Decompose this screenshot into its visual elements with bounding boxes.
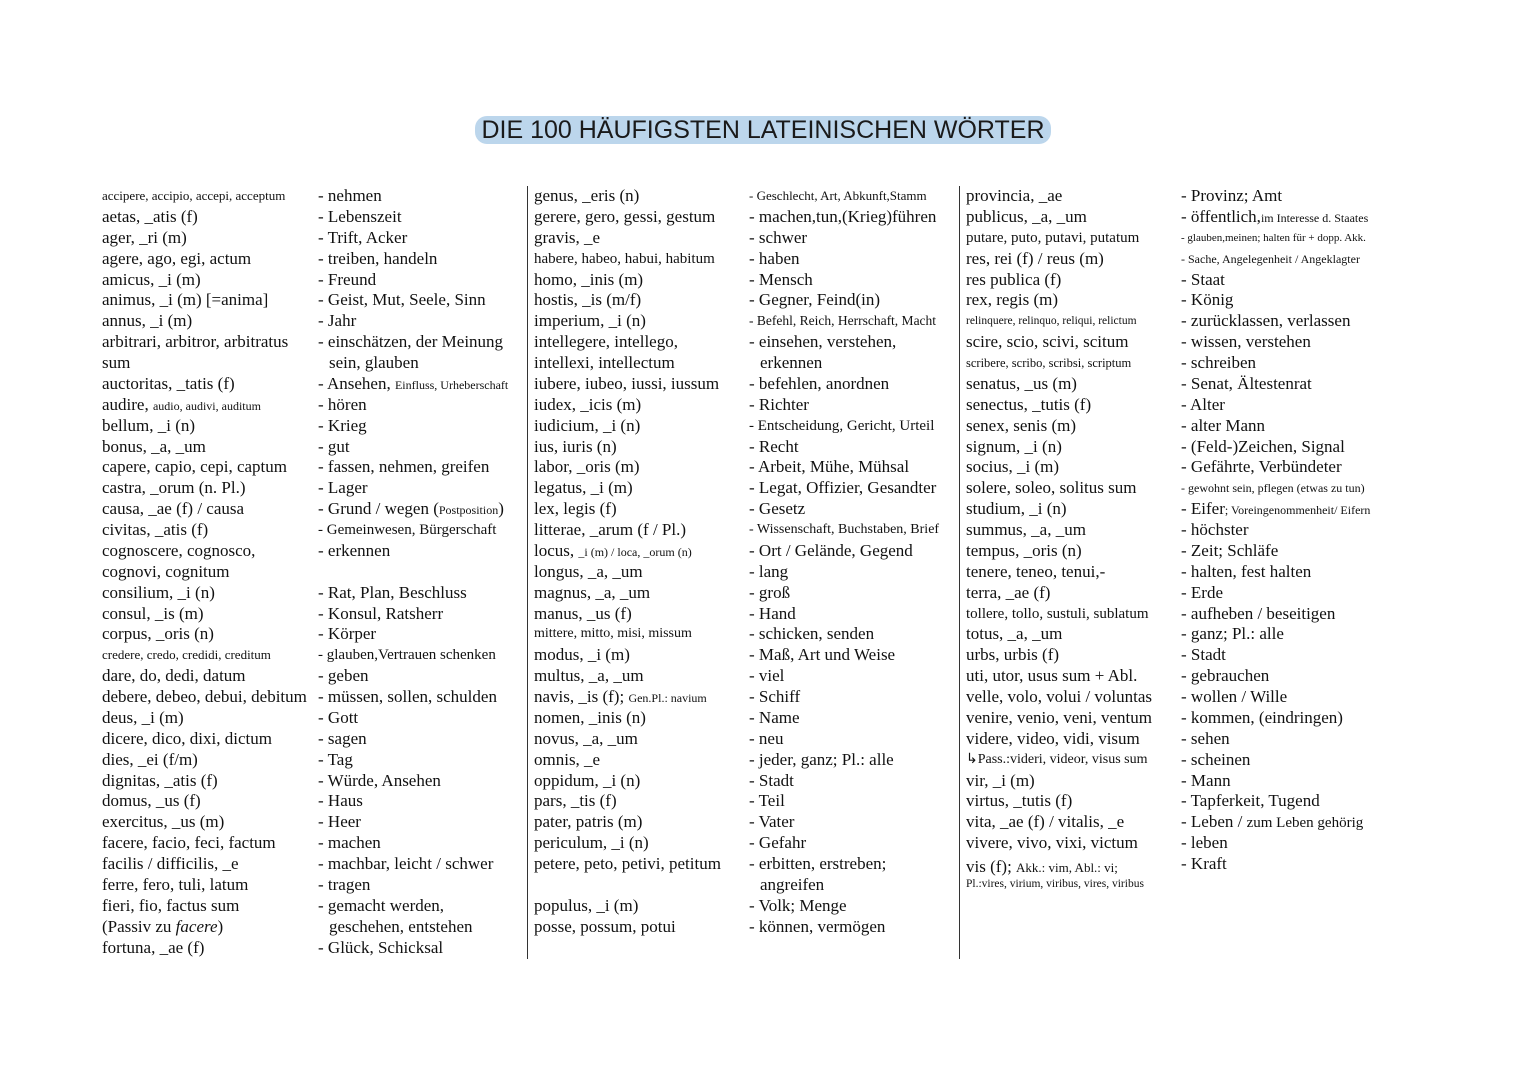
german-meaning: - höchster	[1181, 520, 1249, 539]
german-meaning: angreifen	[760, 874, 825, 894]
latin-word: totus, _a, _um	[966, 624, 1063, 644]
german-meaning: - Rat, Plan, Beschluss	[318, 582, 467, 602]
latin-column-1	[102, 186, 307, 958]
latin-word: facilis / difficilis, _e	[102, 854, 239, 873]
latin-word: multus, _a, _um	[534, 666, 644, 686]
column-divider	[959, 186, 960, 959]
latin-word: periculum, _i (n)	[534, 833, 649, 853]
german-meaning: - Alter	[1181, 394, 1225, 414]
german-meaning: - Gemeinwesen, Bürgerschaft	[318, 522, 497, 538]
latin-word: manus, _us (f)	[534, 603, 632, 623]
german-meaning-close: )	[498, 499, 504, 519]
german-column-2	[749, 186, 939, 938]
german-meaning: - befehlen, anordnen	[749, 373, 890, 393]
german-meaning: - Glück, Schicksal	[318, 937, 444, 957]
german-meaning: - schreiben	[1181, 353, 1257, 372]
latin-word: genus, _eris (n)	[534, 186, 640, 205]
german-meaning: - Geschlecht, Art, Abkunft,Stamm	[749, 188, 927, 203]
german-meaning: - machen	[318, 833, 381, 853]
german-meaning-main: - öffentlich,	[1181, 206, 1261, 226]
german-meaning-small: Einfluss, Urheberschaft	[394, 377, 509, 392]
german-meaning: - Staat	[1181, 269, 1225, 289]
german-meaning: - Sache, Angelegenheit / Angeklagter	[1181, 251, 1360, 266]
latin-word: novus, _a, _um	[534, 728, 638, 748]
latin-column-3	[966, 186, 1152, 892]
german-meaning: - halten, fest halten	[1181, 561, 1312, 581]
german-meaning-main: - Ansehen,	[318, 373, 395, 393]
german-meaning: - sagen	[318, 728, 367, 748]
german-meaning	[1181, 207, 1370, 228]
german-meaning: - müssen, sollen, schulden	[318, 687, 497, 706]
german-meaning: - Geist, Mut, Seele, Sinn	[318, 290, 486, 310]
german-meaning: - glauben,meinen; halten für + dopp. Akk.	[1181, 231, 1366, 244]
latin-word: dare, do, dedi, datum	[102, 666, 246, 686]
latin-word: annus, _i (m)	[102, 311, 193, 331]
german-meaning: - Stadt	[1181, 645, 1226, 665]
latin-word: agere, ago, egi, actum	[102, 248, 252, 268]
german-meaning: - Gefahr	[749, 833, 807, 853]
german-meaning: - jeder, ganz; Pl.: alle	[749, 749, 894, 769]
latin-word: arbitrari, arbitror, arbitratus	[102, 332, 289, 352]
latin-word: velle, volo, volui / voluntas	[966, 687, 1153, 706]
german-meaning: - wollen / Wille	[1181, 687, 1288, 706]
german-meaning: - Maß, Art und Weise	[749, 645, 896, 665]
latin-word: corpus, _oris (n)	[102, 624, 214, 644]
title-highlight: DIE 100 HÄUFIGSTEN LATEINISCHEN WÖRTER	[475, 116, 1050, 144]
german-meaning: - Senat, Ältestenrat	[1181, 373, 1312, 393]
german-meaning: - Volk; Menge	[749, 895, 847, 915]
german-meaning: - Ort / Gelände, Gegend	[749, 540, 913, 560]
latin-word: credere, credo, credidi, creditum	[102, 647, 271, 663]
german-meaning: - Entscheidung, Gericht, Urteil	[749, 417, 935, 434]
german-meaning: - Gesetz	[749, 499, 806, 519]
latin-word: facere, facio, feci, factum	[102, 833, 276, 853]
german-meaning: - gebrauchen	[1181, 666, 1270, 686]
german-meaning: - Mann	[1181, 770, 1231, 790]
latin-word-small: audio, audivi, auditum	[152, 398, 261, 413]
latin-word: longus, _a, _um	[534, 561, 643, 581]
latin-word: iubere, iubeo, iussi, iussum	[534, 373, 720, 393]
latin-word: Pl.:vires, virium, viribus, vires, viribus	[966, 878, 1144, 890]
latin-word: tempus, _oris (n)	[966, 540, 1082, 560]
latin-word: ferre, fero, tuli, latum	[102, 874, 249, 894]
german-meaning: - neu	[749, 728, 784, 748]
latin-word: intellexi, intellectum	[534, 353, 675, 372]
latin-word: senex, senis (m)	[966, 415, 1077, 435]
latin-word: bellum, _i (n)	[102, 415, 196, 435]
latin-word: lex, legis (f)	[534, 499, 617, 519]
german-meaning: - Haus	[318, 791, 363, 811]
latin-word: relinquere, relinquo, reliqui, relictum	[966, 315, 1137, 328]
german-meaning: - (Feld-)Zeichen, Signal	[1181, 436, 1345, 456]
german-meaning: - Jahr	[318, 311, 357, 331]
german-meaning: - lang	[749, 561, 789, 581]
german-meaning: - Mensch	[749, 269, 813, 289]
latin-word: pater, patris (m)	[534, 812, 643, 832]
latin-word-italic: facere	[175, 916, 218, 936]
german-meaning: - erkennen	[318, 540, 391, 560]
latin-column-2	[534, 186, 721, 938]
latin-word: petere, peto, petivi, petitum	[534, 854, 721, 873]
latin-word: uti, utor, usus sum + Abl.	[966, 666, 1138, 686]
latin-word	[534, 541, 721, 562]
german-meaning: - Stadt	[749, 770, 794, 790]
latin-word-main: vis (f);	[966, 857, 1017, 876]
german-meaning: - Würde, Ansehen	[318, 770, 441, 790]
german-meaning-small: zum Leben gehörig	[1246, 815, 1364, 832]
german-meaning: - können, vermögen	[749, 916, 886, 936]
german-meaning: - Gott	[318, 707, 359, 727]
german-meaning: - Gegner, Feind(in)	[749, 290, 881, 310]
latin-word: causa, _ae (f) / causa	[102, 499, 245, 519]
german-meaning: - Freund	[318, 269, 377, 289]
latin-word: cognoscere, cognosco,	[102, 540, 256, 560]
latin-word: labor, _oris (m)	[534, 457, 640, 477]
latin-word: vita, _ae (f) / vitalis, _e	[966, 812, 1125, 832]
latin-word: tenere, teneo, tenui,-	[966, 561, 1106, 581]
german-meaning-main: - Eifer	[1181, 499, 1225, 519]
german-meaning: - schicken, senden	[749, 624, 875, 644]
german-meaning: geschehen, entstehen	[329, 916, 473, 936]
latin-word: debere, debeo, debui, debitum	[102, 687, 307, 706]
latin-word: litterae, _arum (f / Pl.)	[534, 520, 687, 539]
latin-word: posse, possum, potui	[534, 916, 676, 936]
latin-word: habere, habeo, habui, habitum	[534, 250, 715, 267]
german-meaning: - Legat, Offizier, Gesandter	[749, 478, 937, 498]
german-meaning: sein, glauben	[329, 353, 419, 372]
german-meaning: - hören	[318, 394, 367, 414]
german-meaning: - machbar, leicht / schwer	[318, 854, 494, 873]
latin-word: nomen, _inis (n)	[534, 707, 646, 727]
german-meaning: - Provinz; Amt	[1181, 186, 1283, 205]
latin-word: castra, _orum (n. Pl.)	[102, 478, 246, 498]
latin-word: civitas, _atis (f)	[102, 520, 209, 539]
german-meaning: - Heer	[318, 812, 361, 832]
german-meaning: - sehen	[1181, 728, 1230, 748]
german-meaning-small: Postposition	[438, 503, 499, 518]
latin-word: dignitas, _atis (f)	[102, 770, 218, 790]
latin-word: modus, _i (m)	[534, 645, 630, 665]
german-meaning: - einschätzen, der Meinung	[318, 332, 504, 352]
latin-word: summus, _a, _um	[966, 520, 1086, 539]
german-meaning: - glauben,Vertrauen schenken	[318, 647, 496, 664]
latin-word: gravis, _e	[534, 227, 601, 247]
latin-word: capere, capio, cepi, captum	[102, 457, 288, 477]
latin-word: auctoritas, _tatis (f)	[102, 373, 235, 393]
german-meaning	[1181, 499, 1370, 520]
german-meaning: - erbitten, erstreben;	[749, 854, 887, 873]
german-meaning: - Körper	[318, 624, 377, 644]
german-meaning: - König	[1181, 290, 1234, 310]
german-meaning: - Krieg	[318, 415, 367, 435]
latin-word: videre, video, vidi, visum	[966, 728, 1140, 748]
latin-word-main: navis, _is (f);	[534, 687, 629, 706]
german-meaning: - Befehl, Reich, Herrschaft, Macht	[749, 313, 937, 329]
latin-word: publicus, _a, _um	[966, 206, 1087, 226]
latin-word: res publica (f)	[966, 269, 1062, 289]
german-meaning: - Tag	[318, 749, 353, 769]
latin-word: imperium, _i (n)	[534, 311, 646, 331]
german-meaning: - fassen, nehmen, greifen	[318, 457, 490, 477]
latin-word: ius, iuris (n)	[534, 436, 617, 456]
latin-word: pars, _tis (f)	[534, 791, 617, 811]
german-meaning-main: - Grund / wegen (	[318, 499, 439, 519]
latin-word-small: Akk.: vim, Abl.: vi;	[1016, 860, 1118, 875]
german-meaning	[318, 562, 508, 583]
latin-word: putare, puto, putavi, putatum	[966, 229, 1140, 246]
german-meaning: - ganz; Pl.: alle	[1181, 624, 1284, 644]
latin-word: amicus, _i (m)	[102, 269, 201, 289]
german-meaning-main: - Leben /	[1181, 812, 1247, 832]
german-meaning: - Teil	[749, 791, 785, 811]
german-meaning: - Kraft	[1181, 854, 1227, 873]
latin-word: dicere, dico, dixi, dictum	[102, 728, 272, 748]
latin-word: consilium, _i (n)	[102, 582, 215, 602]
latin-word: animus, _i (m) [=anima]	[102, 290, 269, 310]
german-meaning: - Vater	[749, 812, 795, 832]
latin-word: fortuna, _ae (f)	[102, 937, 205, 957]
german-meaning: - Zeit; Schläfe	[1181, 540, 1279, 560]
latin-word	[966, 858, 1152, 876]
german-meaning: - Richter	[749, 394, 809, 414]
latin-word: studium, _i (n)	[966, 499, 1067, 519]
latin-word-small: Gen.Pl.: navium	[628, 691, 707, 705]
latin-word: ager, _ri (m)	[102, 227, 187, 247]
latin-word: mittere, mitto, misi, missum	[534, 626, 692, 642]
latin-word: consul, _is (m)	[102, 603, 204, 623]
german-meaning: - Lebenszeit	[318, 206, 402, 226]
latin-word: accipere, accipio, accepi, acceptum	[102, 188, 286, 203]
latin-word-main: locus,	[534, 540, 579, 560]
german-meaning: - zurücklassen, verlassen	[1181, 311, 1351, 331]
latin-word: provincia, _ae	[966, 186, 1063, 205]
german-meaning: - Arbeit, Mühe, Mühsal	[749, 457, 910, 477]
latin-word: iudex, _icis (m)	[534, 394, 642, 414]
german-meaning: - Hand	[749, 603, 796, 623]
latin-word: populus, _i (m)	[534, 895, 639, 915]
german-meaning: - treiben, handeln	[318, 248, 438, 268]
page-title	[0, 113, 1526, 147]
german-column-3	[1181, 186, 1370, 875]
latin-word: magnus, _a, _um	[534, 582, 651, 602]
latin-word: venire, venio, veni, ventum	[966, 707, 1153, 727]
latin-word: fieri, fio, factus sum	[102, 895, 240, 915]
latin-word: deus, _i (m)	[102, 707, 184, 727]
german-meaning: - kommen, (eindringen)	[1181, 707, 1343, 727]
german-meaning: - haben	[749, 248, 800, 268]
german-meaning: - Schiff	[749, 687, 801, 706]
german-meaning: - gemacht werden,	[318, 895, 445, 915]
latin-word: exercitus, _us (m)	[102, 812, 225, 832]
german-meaning: - Name	[749, 707, 800, 727]
latin-word: vivere, vivo, vixi, victum	[966, 833, 1138, 853]
latin-word: dies, _ei (f/m)	[102, 749, 198, 769]
german-meaning: - gewohnt sein, pflegen (etwas zu tun)	[1181, 481, 1365, 496]
german-meaning	[1181, 812, 1370, 833]
latin-word: homo, _inis (m)	[534, 269, 644, 289]
german-meaning: - scheinen	[1181, 749, 1251, 769]
german-meaning: - Recht	[749, 436, 799, 456]
german-meaning-small: im Interesse d. Staates	[1260, 210, 1369, 225]
german-meaning: - Erde	[1181, 582, 1224, 602]
german-meaning: - schwer	[749, 227, 808, 247]
latin-word	[102, 917, 307, 938]
german-meaning: - tragen	[318, 874, 371, 894]
german-meaning: - viel	[749, 666, 785, 686]
latin-word-main: audire,	[102, 394, 153, 414]
german-meaning: - Lager	[318, 478, 368, 498]
german-meaning: - Wissenschaft, Buchstaben, Brief	[749, 522, 940, 537]
latin-word: omnis, _e	[534, 749, 601, 769]
german-meaning: - machen,tun,(Krieg)führen	[749, 206, 937, 226]
german-meaning: - groß	[749, 582, 791, 602]
latin-word: senectus, _tutis (f)	[966, 394, 1092, 414]
german-meaning	[318, 499, 508, 520]
german-meaning-small: ; Voreingenommenheit/ Eifern	[1224, 503, 1371, 518]
latin-word: virtus, _tutis (f)	[966, 791, 1073, 811]
latin-word-main: (Passiv zu	[102, 916, 176, 936]
latin-word: solere, soleo, solitus sum	[966, 478, 1137, 498]
latin-word: ↳Pass.:videri, videor, visus sum	[966, 751, 1148, 767]
german-meaning: - wissen, verstehen	[1181, 332, 1311, 352]
latin-word: vir, _i (m)	[966, 770, 1035, 790]
latin-word: aetas, _atis (f)	[102, 206, 198, 226]
latin-word: iudicium, _i (n)	[534, 415, 641, 435]
latin-word: intellegere, intellego,	[534, 332, 678, 352]
latin-word: domus, _us (f)	[102, 791, 201, 811]
latin-word: socius, _i (m)	[966, 457, 1060, 477]
latin-word	[534, 687, 721, 708]
german-meaning: - einsehen, verstehen,	[749, 332, 897, 352]
german-meaning	[318, 374, 508, 395]
latin-word: hostis, _is (m/f)	[534, 290, 642, 310]
latin-word: legatus, _i (m)	[534, 478, 633, 498]
latin-word: terra, _ae (f)	[966, 582, 1051, 602]
latin-word: urbs, urbis (f)	[966, 645, 1060, 665]
german-meaning: - Konsul, Ratsherr	[318, 603, 444, 623]
latin-word: scribere, scribo, scribsi, scriptum	[966, 356, 1132, 370]
latin-word: senatus, _us (m)	[966, 373, 1077, 393]
german-meaning: - aufheben / beseitigen	[1181, 603, 1336, 623]
latin-word	[102, 395, 307, 416]
latin-word-small: _i (m) / loca, _orum (n)	[578, 544, 692, 559]
latin-word: bonus, _a, _um	[102, 436, 206, 456]
latin-word: cognovi, cognitum	[102, 561, 230, 581]
latin-word-close: )	[217, 916, 224, 936]
latin-word: signum, _i (n)	[966, 436, 1062, 456]
column-divider	[527, 186, 528, 959]
german-meaning: - leben	[1181, 833, 1228, 853]
german-meaning: - nehmen	[318, 186, 382, 205]
german-column-1	[318, 186, 508, 958]
german-meaning: erkennen	[760, 353, 823, 372]
latin-word	[534, 875, 721, 896]
latin-word: sum	[102, 353, 131, 372]
german-meaning: - geben	[318, 666, 369, 686]
german-meaning: - Trift, Acker	[318, 227, 408, 247]
german-meaning: - alter Mann	[1181, 415, 1266, 435]
latin-word: oppidum, _i (n)	[534, 770, 641, 790]
german-meaning: - Tapferkeit, Tugend	[1181, 791, 1320, 811]
latin-word: scire, scio, scivi, scitum	[966, 332, 1129, 352]
german-meaning: - gut	[318, 436, 350, 456]
latin-word: res, rei (f) / reus (m)	[966, 248, 1104, 268]
german-meaning: - Gefährte, Verbündeter	[1181, 457, 1342, 477]
latin-word: rex, regis (m)	[966, 290, 1059, 310]
latin-word: tollere, tollo, sustuli, sublatum	[966, 605, 1149, 622]
latin-word: gerere, gero, gessi, gestum	[534, 206, 716, 226]
